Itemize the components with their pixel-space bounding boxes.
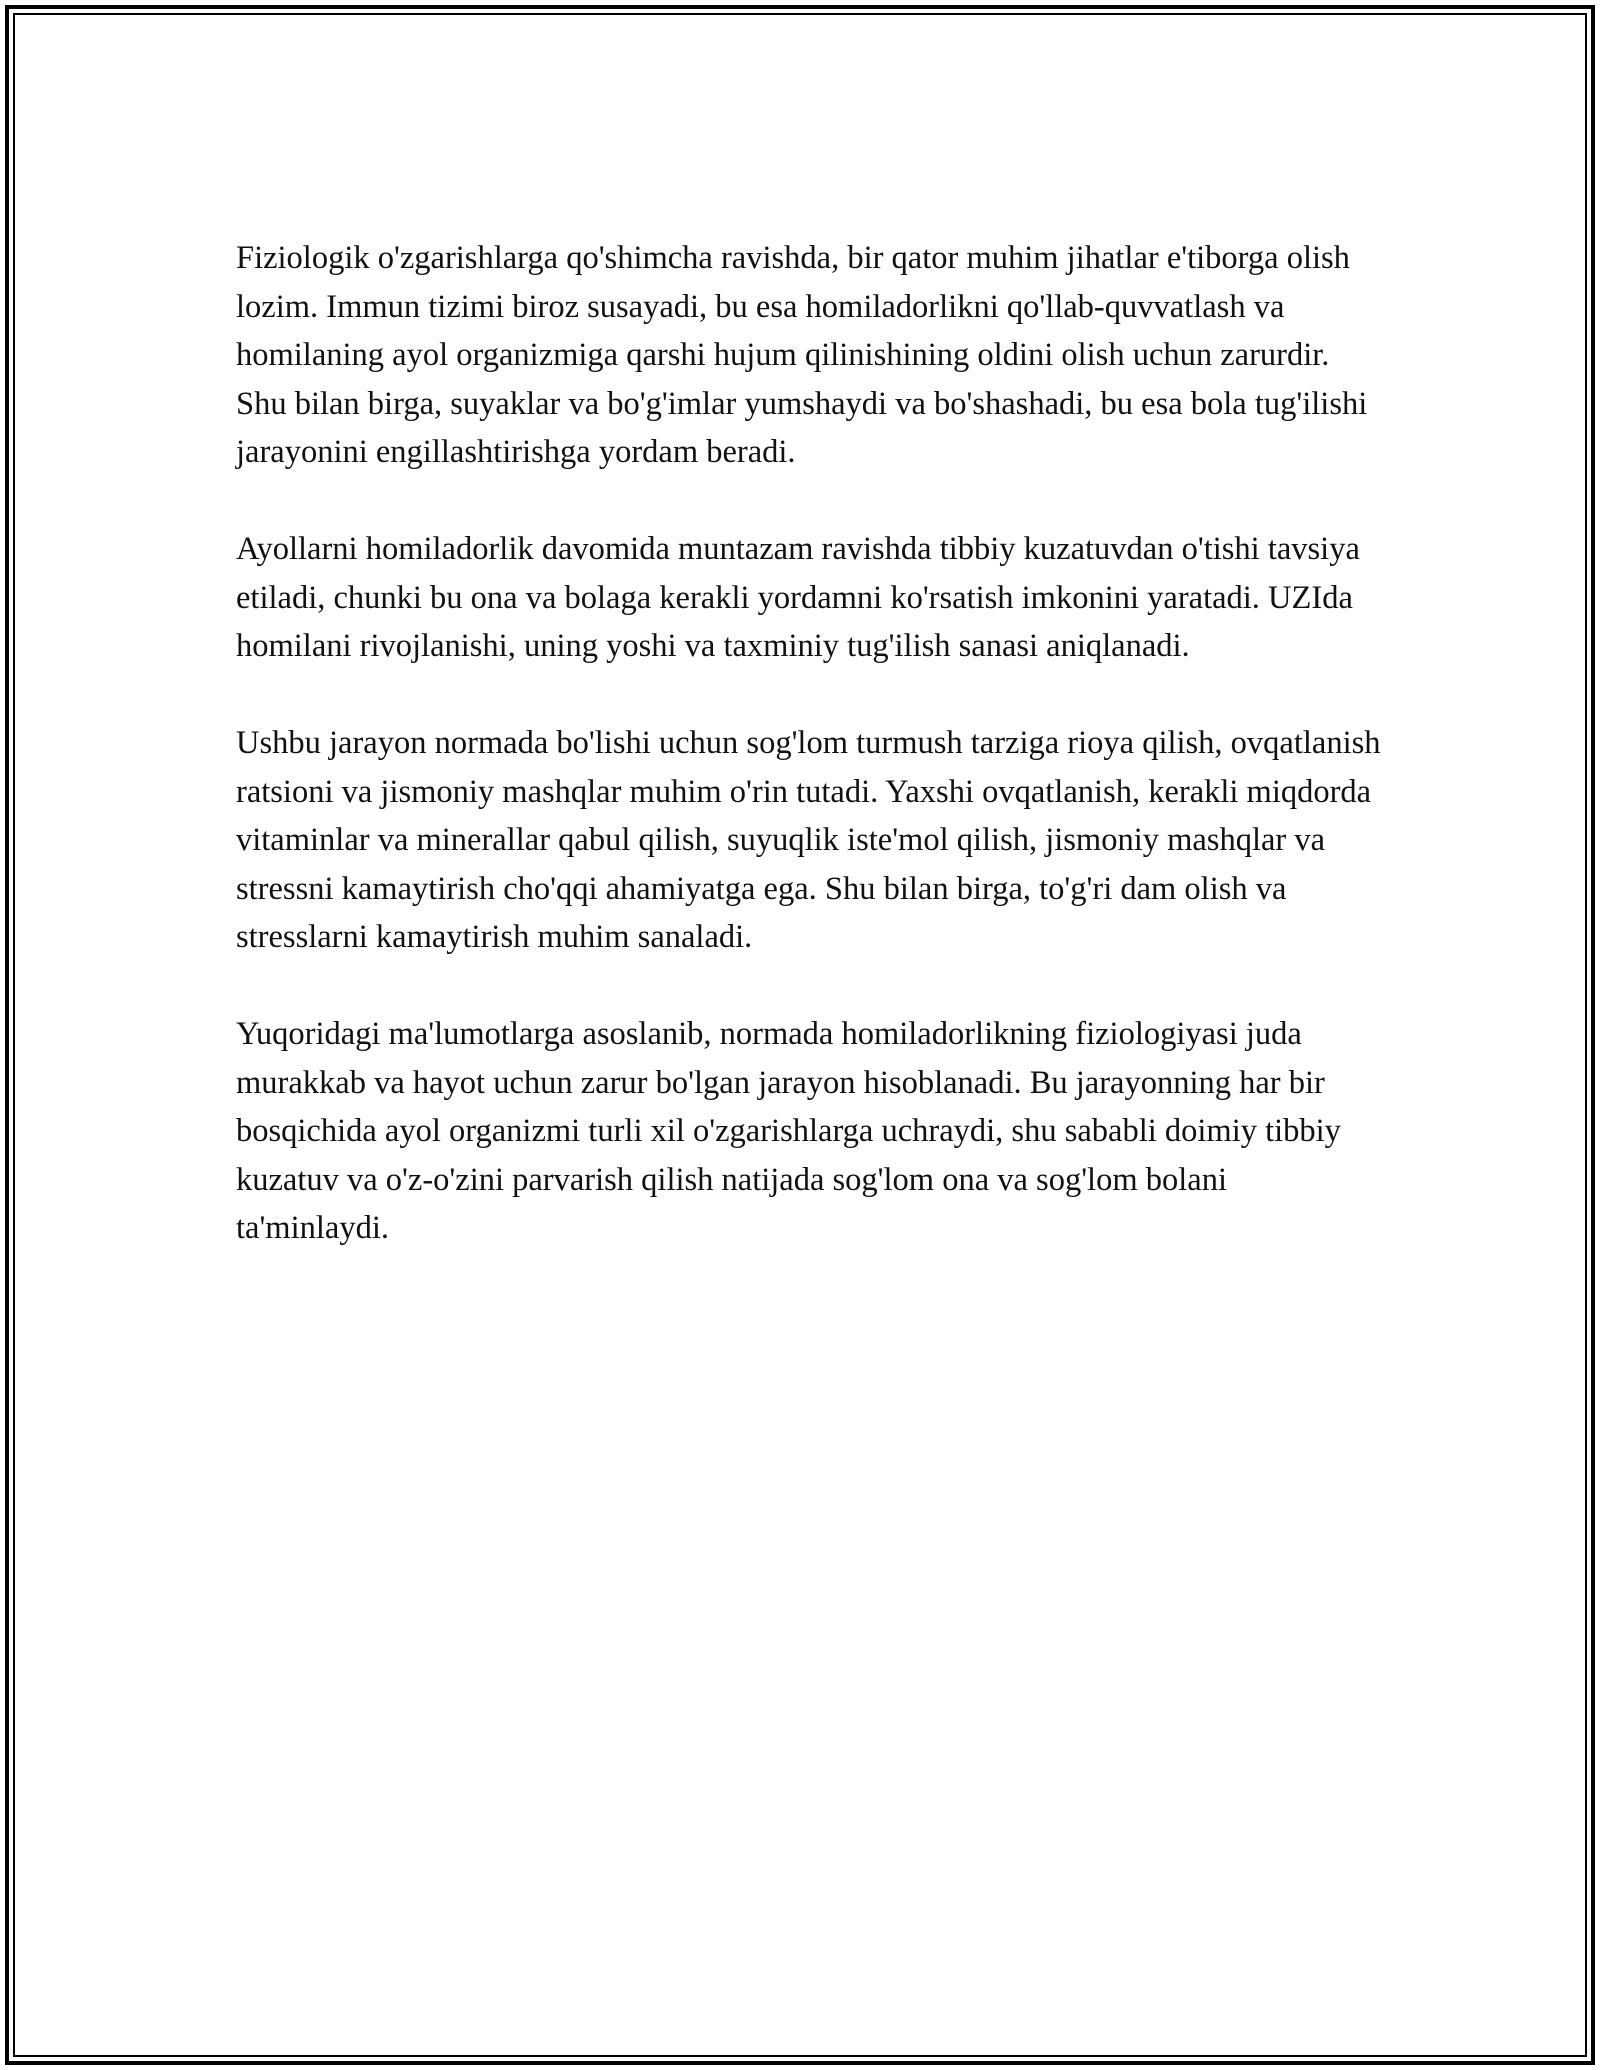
paragraph-healthy-lifestyle: Ushbu jarayon normada bo'lishi uchun sog'lom turmush tarziga rioya qilish, ovqatlanish ratsioni va jismoniy mashqlar muhim o'rin tutadi. Yaxshi ovqatlanish, kerakli miqdorda vitaminlar va minerallar qabul qilish, suyuqlik iste'mol qilish, jismoniy mashqlar va stressni kamaytirish cho'qqi ahamiyatga ega. Shu bilan birga, to'g'ri dam olish va stresslarni kamaytirish muhim sanaladi. — [236, 725, 1381, 955]
paragraph-medical-monitoring: Ayollarni homiladorlik davomida muntazam ravishda tibbiy kuzatuvdan o'tishi tavsiya etiladi, chunki bu ona va bolaga kerakli yordamni ko'rsatish imkonini yaratadi. UZIda homilani rivojlanishi, uning yoshi va taxminiy tug'ilish sanasi aniqlanadi. — [236, 531, 1360, 664]
document-body — [236, 234, 1386, 1301]
paragraph-physiological-changes: Fiziologik o'zgarishlarga qo'shimcha ravishda, bir qator muhim jihatlar e'tiborga olish lozim. Immun tizimi biroz susayadi, bu esa homiladorlikni qo'llab-quvvatlash va homilaning ayol organizmiga qarshi hujum qilinishining oldini olish uchun zarurdir. Shu bilan birga, suyaklar va bo'g'imlar yumshaydi va bo'shashadi, bu esa bola tug'ilishi jarayonini engillashtirishga yordam beradi. — [236, 240, 1368, 470]
paragraph-conclusion: Yuqoridagi ma'lumotlarga asoslanib, normada homiladorlikning fiziologiyasi juda murakkab va hayot uchun zarur bo'lgan jarayon hisoblanadi. Bu jarayonning har bir bosqichida ayol organizmi turli xil o'zgarishlarga uchraydi, shu sababli doimiy tibbiy kuzatuv va o'z-o'zini parvarish qilish natijada sog'lom ona va sog'lom bolani ta'minlaydi. — [236, 1016, 1341, 1246]
